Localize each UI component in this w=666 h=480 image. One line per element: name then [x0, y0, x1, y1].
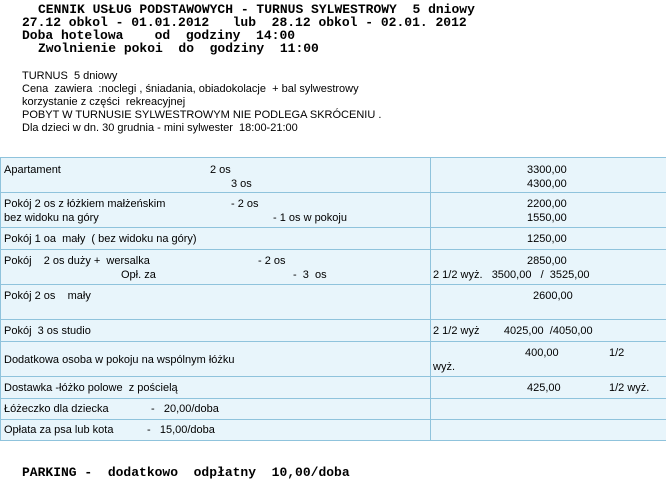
row-price: 2200,00 1550,00 — [431, 193, 666, 228]
row-price: 3300,00 4300,00 — [431, 158, 666, 193]
no-shortening-notice: POBYT W TURNUSIE SYLWESTROWYM NIE PODLEGA SKRÓCENIU . — [22, 109, 382, 121]
row-price: 2600,00 — [431, 285, 666, 320]
row-price: 2 1/2 wyż 4025,00 /4050,00 — [431, 320, 666, 342]
parking-notice: PARKING - dodatkowo odpłatny 10,00/doba — [22, 465, 350, 480]
row-price: 2850,00 2 1/2 wyż. 3500,00 / 3525,00 — [431, 250, 666, 285]
price-includes: Cena zawiera :noclegi , śniadania, obiadokolacje + bal sylwestrowy — [22, 83, 359, 95]
row-description: Pokój 2 os mały — [1, 285, 431, 320]
row-price: 425,00 1/2 wyż. — [431, 377, 666, 399]
table-row — [1, 420, 666, 441]
turnus-line: TURNUS 5 dniowy — [22, 70, 118, 82]
table-row — [1, 399, 666, 420]
table-row — [1, 342, 666, 377]
kids-event: Dla dzieci w dn. 30 grudnia - mini sylwester 18:00-21:00 — [22, 122, 298, 134]
row-description: Pokój 2 os z łóżkiem małżeńskim - 2 os bez widoku na góry - 1 os w pokoju — [1, 193, 431, 228]
recreation-line: korzystanie z części rekreacyjnej — [22, 96, 186, 108]
row-description: Dodatkowa osoba w pokoju na wspólnym łóżku — [1, 342, 431, 377]
price-list-title: CENNIK USŁUG PODSTAWOWYCH - TURNUS SYLWESTROWY 5 dniowy — [38, 2, 475, 17]
row-description: Apartament 2 os 3 os — [1, 158, 431, 193]
checkout-time: Zwolnienie pokoi do godziny 11:00 — [38, 41, 319, 56]
row-description: Opłata za psa lub kota - 15,00/doba — [1, 420, 431, 441]
row-price — [431, 420, 666, 441]
checkin-time: Doba hotelowa od godziny 14:00 — [22, 28, 296, 43]
table-row — [1, 193, 666, 228]
row-price — [431, 399, 666, 420]
table-row — [1, 250, 666, 285]
row-description: Łóżeczko dla dziecka - 20,00/doba — [1, 399, 431, 420]
turnus-dates: 27.12 obkol - 01.01.2012 lub 28.12 obkol - 02.01. 2012 — [22, 15, 467, 30]
row-price: 400,00 1/2 wyż. — [431, 342, 666, 377]
row-description: Pokój 1 oa mały ( bez widoku na góry) — [1, 228, 431, 250]
table-row — [1, 228, 666, 250]
row-price: 1250,00 — [431, 228, 666, 250]
table-row — [1, 158, 666, 193]
row-description: Pokój 3 os studio — [1, 320, 431, 342]
table-row — [1, 320, 666, 342]
price-table — [0, 157, 666, 441]
table-row — [1, 285, 666, 320]
table-row — [1, 377, 666, 399]
row-description: Pokój 2 os duży + wersalka - 2 os Opł. za - 3 os — [1, 250, 431, 285]
row-description: Dostawka -łóżko polowe z pościelą — [1, 377, 431, 399]
